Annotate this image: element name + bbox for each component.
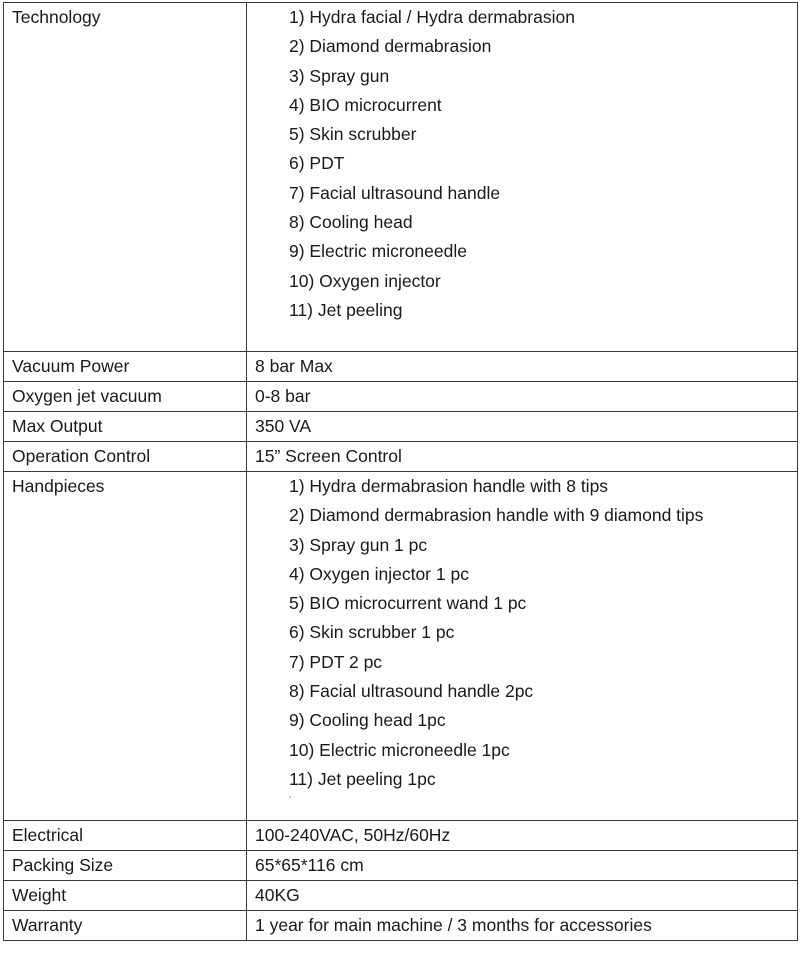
electrical-value: 100-240VAC, 50Hz/60Hz (247, 821, 798, 851)
handpiece-item: 11) Jet peeling 1pc (289, 768, 436, 789)
row-weight (4, 881, 798, 911)
weight-label: Weight (4, 881, 247, 911)
handpiece-item: 1) Hydra dermabrasion handle with 8 tips (289, 476, 609, 496)
handpiece-item: 8) Facial ultrasound handle 2pc (289, 681, 534, 702)
technology-item: 11) Jet peeling (289, 299, 403, 320)
operation-control-value: 15” Screen Control (247, 442, 798, 472)
technology-item: 1) Hydra facial / Hydra dermabrasion (289, 7, 575, 27)
packing-size-label: Packing Size (4, 851, 247, 881)
max-output-label: Max Output (4, 412, 247, 442)
handpiece-item: 5) BIO microcurrent wand 1 pc (289, 593, 527, 614)
technology-item: 10) Oxygen injector (289, 270, 441, 291)
row-technology (4, 3, 798, 352)
handpieces-label: Handpieces (4, 472, 247, 821)
handpiece-item: 9) Cooling head 1pc (289, 710, 446, 731)
row-electrical (4, 821, 798, 851)
handpieces-list (247, 472, 798, 821)
technology-item: 9) Electric microneedle (289, 241, 467, 262)
vacuum-power-label: Vacuum Power (4, 352, 247, 382)
max-output-value: 350 VA (247, 412, 798, 442)
oxygen-jet-vacuum-label: Oxygen jet vacuum (4, 382, 247, 412)
handpiece-item: 6) Skin scrubber 1 pc (289, 622, 455, 643)
handpiece-item: 3) Spray gun 1 pc (289, 534, 428, 555)
row-warranty (4, 911, 798, 941)
electrical-label: Electrical (4, 821, 247, 851)
row-packing-size (4, 851, 798, 881)
oxygen-jet-vacuum-value: 0-8 bar (247, 382, 798, 412)
stray-mark: ' (289, 795, 291, 807)
handpiece-item: 10) Electric microneedle 1pc (289, 739, 510, 760)
technology-item: 4) BIO microcurrent (289, 94, 442, 115)
packing-size-value: 65*65*116 cm (247, 851, 798, 881)
technology-item: 3) Spray gun (289, 65, 390, 86)
technology-item: 6) PDT (289, 153, 345, 174)
technology-item: 2) Diamond dermabrasion (289, 36, 492, 57)
spec-table (3, 2, 798, 941)
handpiece-item: 4) Oxygen injector 1 pc (289, 563, 469, 584)
handpiece-item: 7) PDT 2 pc (289, 651, 383, 672)
row-handpieces (4, 472, 798, 821)
warranty-value: 1 year for main machine / 3 months for accessories (247, 911, 798, 941)
warranty-label: Warranty (4, 911, 247, 941)
row-max-output (4, 412, 798, 442)
vacuum-power-value: 8 bar Max (247, 352, 798, 382)
row-oxygen-jet-vacuum (4, 382, 798, 412)
row-vacuum-power (4, 352, 798, 382)
row-operation-control (4, 442, 798, 472)
weight-value: 40KG (247, 881, 798, 911)
operation-control-label: Operation Control (4, 442, 247, 472)
technology-item: 5) Skin scrubber (289, 124, 417, 145)
technology-label: Technology (4, 3, 247, 352)
technology-item: 7) Facial ultrasound handle (289, 182, 501, 203)
technology-item: 8) Cooling head (289, 212, 413, 233)
technology-list (247, 3, 798, 352)
handpiece-item: 2) Diamond dermabrasion handle with 9 diamond tips (289, 505, 704, 526)
